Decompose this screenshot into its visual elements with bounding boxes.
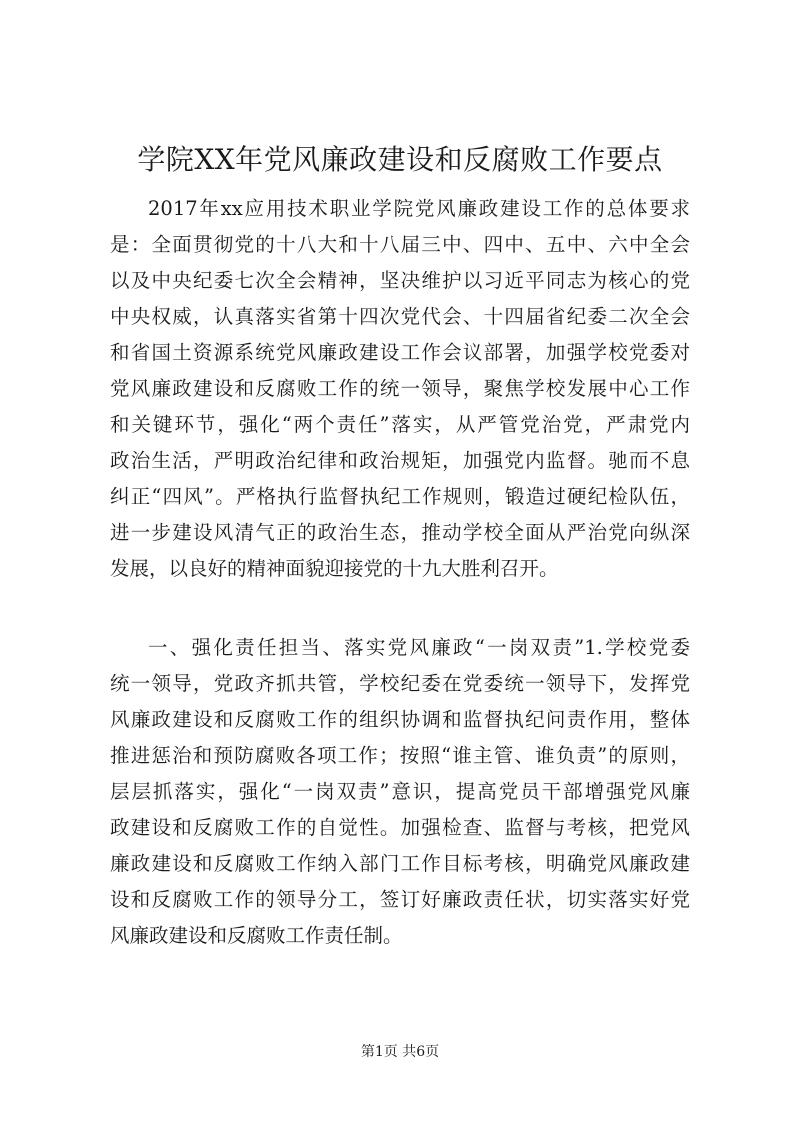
text-line: 和关键环节，强化“两个责任”落实，从严管党治党，严肃党内 [110, 413, 690, 436]
text-line: 统一领导，党政齐抓共管，学校纪委在党委统一领导下，发挥党 [110, 672, 690, 695]
text-line: 2017年xx应用技术职业学院党风廉政建设工作的总体要求 [148, 197, 690, 220]
text-line: 进一步建设风清气正的政治生态，推动学校全面从严治党向纵深 [110, 521, 690, 544]
text-line: 廉政建设和反腐败工作纳入部门工作目标考核，明确党风廉政建 [110, 852, 690, 875]
text-line: 设和反腐败工作的领导分工，签订好廉政责任状，切实落实好党 [110, 888, 690, 911]
text-line: 一、强化责任担当、落实党风廉政“一岗双责”1.学校党委 [148, 636, 690, 659]
text-line: 发展，以良好的精神面貌迎接党的十九大胜利召开。 [110, 557, 559, 580]
text-line: 是：全面贯彻党的十八大和十八届三中、四中、五中、六中全会 [110, 233, 690, 256]
text-line: 政建设和反腐败工作的自觉性。加强检查、监督与考核，把党风 [110, 816, 690, 839]
text-line: 党风廉政建设和反腐败工作的统一领导，聚焦学校发展中心工作 [110, 377, 690, 400]
text-line: 层层抓落实，强化“一岗双责”意识，提高党员干部增强党风廉 [110, 780, 690, 803]
text-line: 和省国土资源系统党风廉政建设工作会议部署，加强学校党委对 [110, 341, 690, 364]
text-line: 政治生活，严明政治纪律和政治规矩，加强党内监督。驰而不息 [110, 449, 690, 472]
text-line: 推进惩治和预防腐败各项工作；按照“谁主管、谁负责”的原则， [110, 744, 690, 767]
text-line: 以及中央纪委七次全会精神，坚决维护以习近平同志为核心的党 [110, 269, 690, 292]
text-line: 风廉政建设和反腐败工作责任制。 [110, 924, 403, 947]
text-line: 中央权威，认真落实省第十四次党代会、十四届省纪委二次全会 [110, 305, 690, 328]
text-line: 风廉政建设和反腐败工作的组织协调和监督执纪问责作用，整体 [110, 708, 690, 731]
text-line: 纠正“四风”。严格执行监督执纪工作规则，锻造过硬纪检队伍， [110, 485, 690, 508]
page-number: 第1页 共6页 [360, 1044, 440, 1060]
page-title: 学院XX年党风廉政建设和反腐败工作要点 [137, 143, 663, 176]
